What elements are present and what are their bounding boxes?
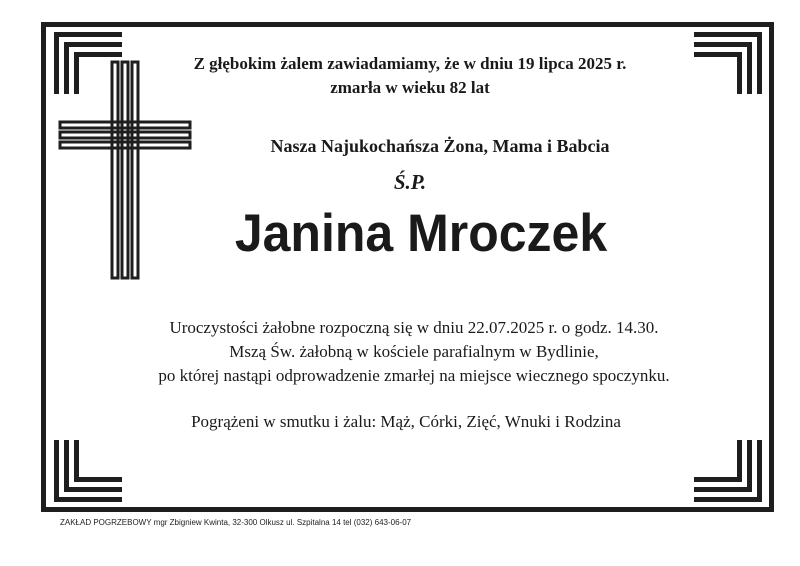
funeral-line-1: Uroczystości żałobne rozpoczną się w dniu 22.07.2025 r. o godz. 14.30. [169,318,659,337]
intro-line-2: zmarła w wieku 82 lat [330,78,490,97]
deceased-name: Janina Mroczek [234,203,608,263]
funeral-home-footer: ZAKŁAD POGRZEBOWY mgr Zbigniew Kwinta, 32-300 Olkusz ul. Szpitalna 14 tel (032) 643-06-07 [60,518,412,527]
funeral-line-2: Mszą Św. żałobną w kościele parafialnym w Bydlinie, [229,342,599,361]
sp-abbreviation: Ś.P. [393,170,427,194]
deceased-relation: Nasza Najukochańsza Żona, Mama i Babcia [270,136,610,156]
intro-line-1: Z głębokim żalem zawiadamiamy, że w dniu 19 lipca 2025 r. [193,54,627,73]
funeral-line-3: po której nastąpi odprowadzenie zmarłej na miejsce wiecznego spoczynku. [158,366,670,385]
mourners-text: Pogrążeni w smutku i żalu: Mąż, Córki, Zięć, Wnuki i Rodzina [191,412,621,431]
intro-text [10,52,800,100]
corner-ornament-bottom-left-icon [54,440,122,502]
corner-ornament-bottom-right-icon [694,440,762,502]
funeral-details [14,316,800,388]
